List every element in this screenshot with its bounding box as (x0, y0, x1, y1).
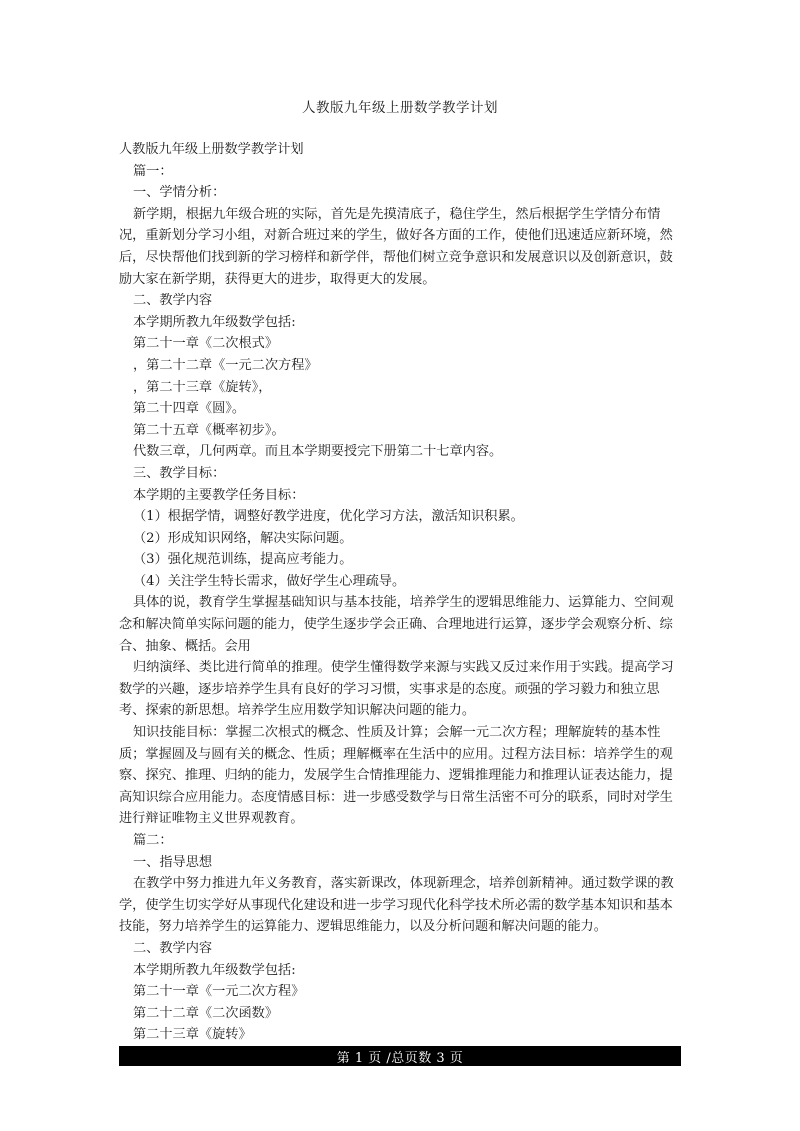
paragraph-line: 本学期所教九年级数学包括: (133, 962, 296, 978)
page-footer (119, 1046, 681, 1066)
paragraph-line: 二、教学内容 (133, 293, 213, 309)
paragraph-line: 归纳演绎、类比进行简单的推理。使学生懂得数学来源与实践又反过来作用于实践。提高学习数学的兴趣，逐步培养学生具有良好的学习习惯，实事求是的态度。顽强的学习毅力和独立思考、探索的新思想。培养学生应用数学知识解决问题的能力。 (119, 660, 674, 719)
paragraph-line: 具体的说，教育学生掌握基础知识与基本技能，培养学生的逻辑思维能力、运算能力、空间观念和解决简单实际问题的能力，使学生逐步学会正确、合理地进行运算，逐步学会观察分析、综合、抽象、概括。会用 (119, 595, 674, 654)
paragraph-line: 代数三章，几何两章。而且本学期要授完下册第二十七章内容。 (133, 444, 503, 460)
paragraph-line: 本学期所教九年级数学包括: (133, 314, 296, 330)
paragraph-line: 一、指导思想 (133, 854, 213, 870)
page-number-label: 第 1 页 /总页数 3 页 (336, 1050, 464, 1066)
paragraph-line: ，第二十二章《一元二次方程》 (133, 357, 318, 373)
page-title: 人教版九年级上册数学教学计划 (302, 100, 498, 116)
paragraph-line: 新学期，根据九年级合班的实际，首先是先摸清底子，稳住学生，然后根据学生学情分布情况，重新划分学习小组，对新合班过来的学生，做好各方面的工作，使他们迅速适应新环境，然后，尽快帮他们找到新的学习榜样和新学伴，帮他们树立竞争意识和发展意识以及创新意识，鼓励大家在新学期，获得更大的进步，取得更大的发展。 (119, 206, 673, 287)
paragraph-line: ，第二十三章《旋转》， (133, 379, 272, 395)
paragraph-line: 知识技能目标：掌握二次根式的概念、性质及计算；会解一元二次方程；理解旋转的基本性质；掌握圆及与圆有关的概念、性质；理解概率在生活中的应用。过程方法目标：培养学生的观察、探究、推理、归纳的能力，发展学生合情推理能力、逻辑推理能力和推理认证表达能力，提高知识综合应用能力。态度情感目标：进一步感受数学与日常生活密不可分的联系，同时对学生进行辩证唯物主义世界观教育。 (119, 725, 673, 827)
paragraph-line: 第二十一章《二次根式》 (133, 336, 279, 352)
paragraph-line: 一、学情分析： (133, 185, 226, 201)
paragraph-line: 二、教学内容 (133, 940, 213, 956)
paragraph-line: 人教版九年级上册数学教学计划 (119, 142, 304, 157)
paragraph-line: 三、教学目标： (133, 465, 226, 481)
paragraph-line: 第二十三章《旋转》 (133, 1027, 252, 1043)
paragraph-line: 第二十五章《概率初步》。 (133, 422, 285, 438)
paragraph-line: 篇二： (133, 833, 173, 848)
paragraph-line: （2）形成知识网络，解决实际问题。 (133, 530, 353, 546)
paragraph-line: （3）强化规范训练，提高应考能力。 (133, 552, 353, 568)
paragraph-line: （1）根据学情，调整好教学进度，优化学习方法，激活知识积累。 (133, 509, 524, 525)
document-body (119, 139, 685, 1046)
paragraph-line: 篇一： (133, 163, 173, 179)
paragraph-line: （4）关注学生特长需求，做好学生心理疏导。 (133, 573, 406, 589)
paragraph-line: 第二十二章《二次函数》 (133, 1005, 279, 1021)
paragraph-line: 在教学中努力推进九年义务教育，落实新课改，体现新理念，培养创新精神。通过数学课的教学，使学生切实学好从事现代化建设和进一步学习现代化科学技术所必需的数学基本知识和基本技能，努力培养学生的运算能力、逻辑思维能力，以及分析问题和解决问题的能力。 (119, 876, 674, 935)
paragraph-line: 本学期的主要教学任务目标： (133, 487, 305, 503)
paragraph-line: 第二十四章《圆》。 (133, 401, 246, 417)
paragraph-line: 第二十一章《一元二次方程》 (133, 984, 305, 1000)
